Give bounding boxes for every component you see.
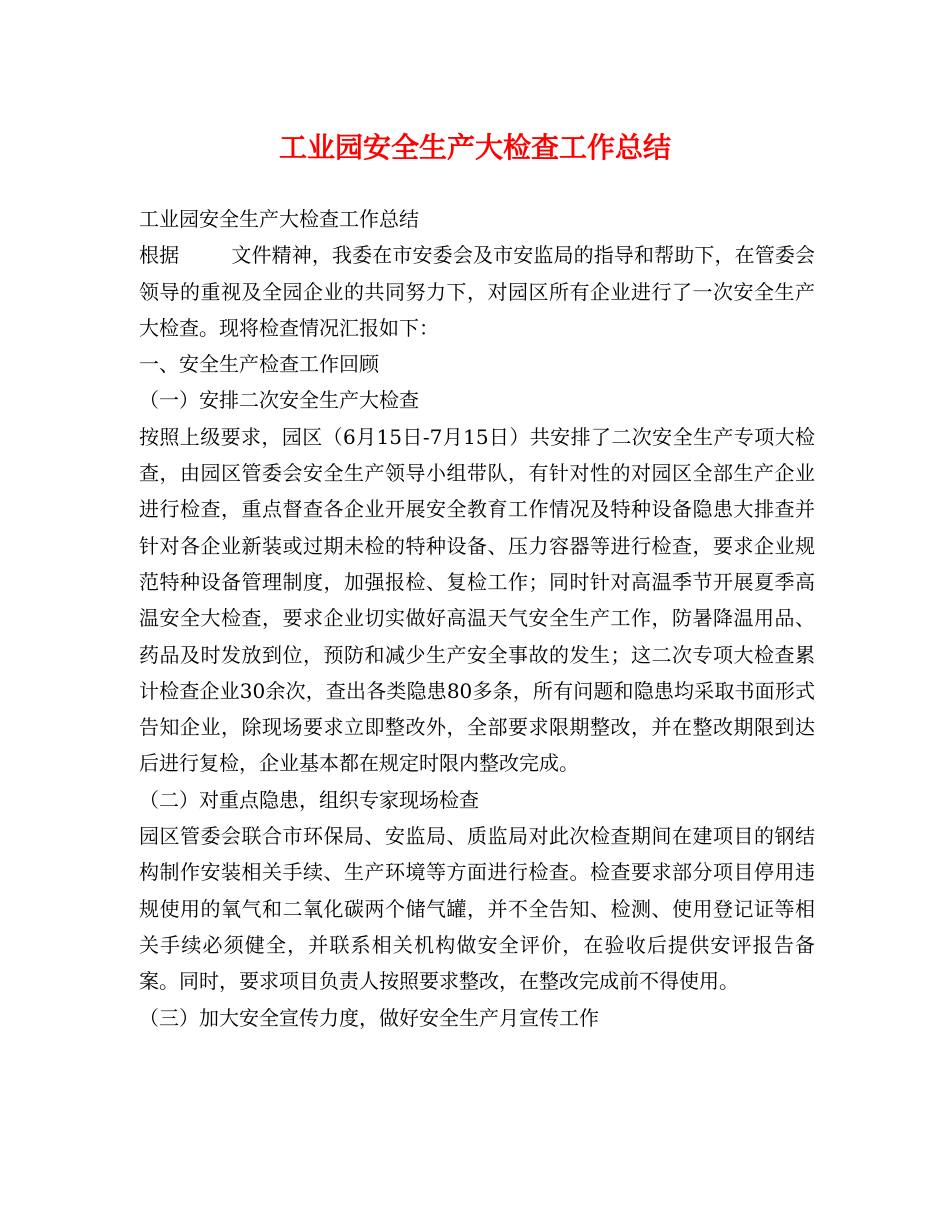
document-subtitle: 工业园安全生产大检查工作总结 — [139, 207, 419, 231]
intro-lead: 根据 — [139, 243, 180, 268]
intro-paragraph — [139, 237, 815, 346]
document-body — [139, 201, 815, 1036]
subsection-body-2: 园区管委会联合市环保局、安监局、质监局对此次检查期间在建项目的钢结构制作安装相关手续、生产环境等方面进行检查。检查要求部分项目停用违规使用的氧气和二氧化碳两个储气罐，并不全告知、检测、使用登记证等相关手续必须健全，并联系相关机构做安全评价，在验收后提供安评报告备案。同时，要求项目负责人按照要求整改，在整改完成前不得使用。 — [139, 824, 815, 994]
document-title: 工业园安全生产大检查工作总结 — [278, 131, 671, 164]
subsection-heading-2: （二）对重点隐患，组织专家现场检查 — [139, 787, 479, 812]
intro-text: 文件精神，我委在市安委会及市安监局的指导和帮助下，在管委会领导的重视及全园企业的共同努力下，对园区所有企业进行了一次安全生产大检查。现将检查情况汇报如下： — [139, 243, 816, 340]
subsection-heading-1: （一）安排二次安全生产大检查 — [139, 388, 419, 413]
subsection-body-1: 按照上级要求，园区（6月15日-7月15日）共安排了二次安全生产专项大检查，由园区管委会安全生产领导小组带队，有针对性的对园区全部生产企业进行检查，重点督查各企业开展安全教育工作情况及特种设备隐患大排查并针对各企业新装或过期未检的特种设备、压力容器等进行检查，要求企业规范特种设备管理制度，加强报检、复检工作；同时针对高温季节开展夏季高温安全大检查，要求企业切实做好高温天气安全生产工作，防暑降温用品、药品及时发放到位，预防和减少生产安全事故的发生；这二次专项大检查累计检查企业30余次，查出各类隐患80多条，所有问题和隐患均采取书面形式告知企业，除现场要求立即整改外，全部要求限期整改，并在整改期限到达后进行复检，企业基本都在规定时限内整改完成。 — [139, 424, 815, 776]
section-heading-1: 一、安全生产检查工作回顾 — [139, 352, 379, 377]
subsection-heading-3: （三）加大安全宣传力度，做好安全生产月宣传工作 — [139, 1005, 599, 1030]
